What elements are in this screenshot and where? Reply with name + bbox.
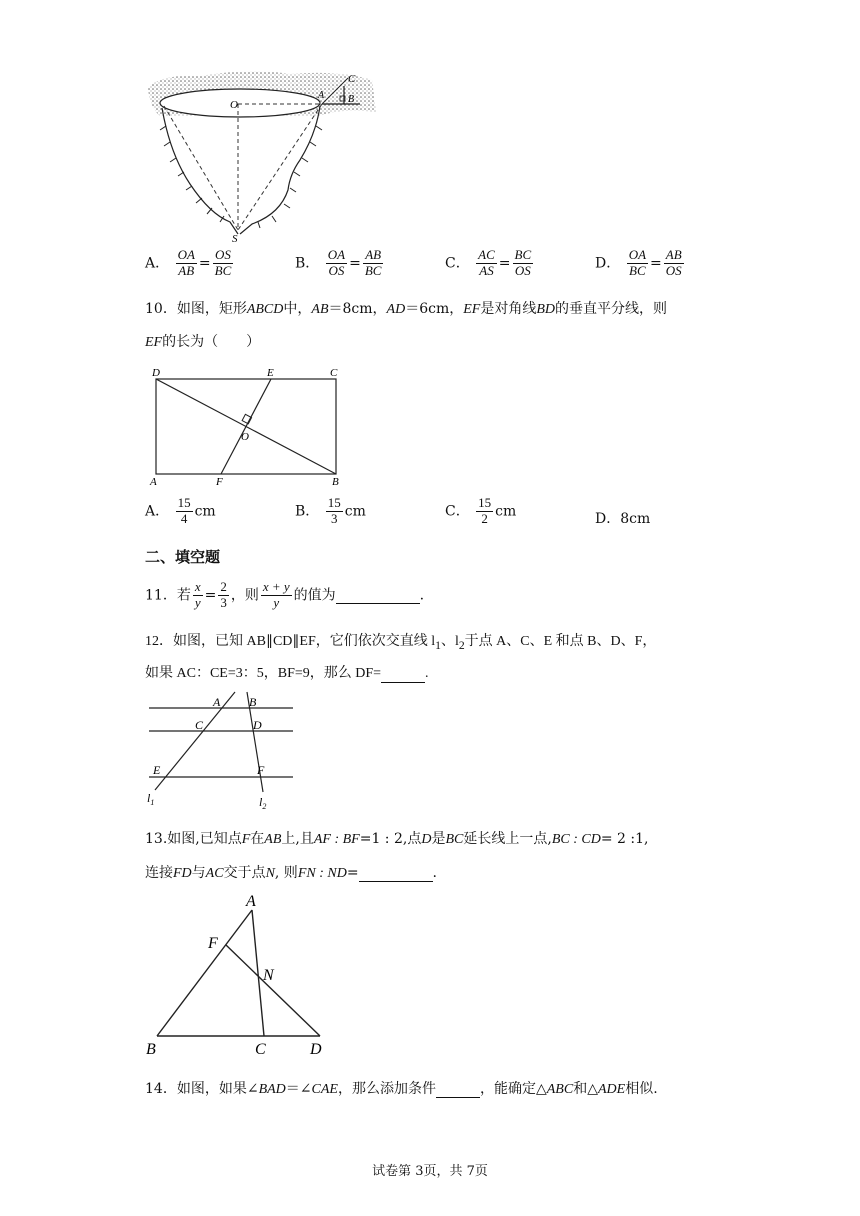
stem-text: , 则 [274, 865, 298, 881]
stem-text: 于点 A、C、E 和点 B、D、F， [464, 634, 657, 649]
equals-sign: = [204, 587, 217, 604]
label-E: E [153, 763, 161, 777]
label-N: N [263, 967, 274, 984]
question-number: 11． [145, 587, 177, 604]
fraction-numerator: x [194, 579, 201, 594]
q13-stem-line2 [145, 862, 437, 882]
q12-parallel-lines-figure [143, 690, 303, 814]
q10-option-d[interactable] [595, 508, 650, 528]
label-S: S [232, 233, 238, 245]
label-E: E [267, 367, 274, 379]
stem-text: 的垂直平分线，则 [555, 301, 668, 317]
question-number: 10． [145, 301, 177, 317]
question-number: 14． [145, 1081, 177, 1097]
q10-option-b[interactable] [295, 496, 366, 527]
math-var: AB [311, 302, 329, 317]
q14-stem [145, 1078, 658, 1098]
q12-stem-line1 [145, 630, 656, 652]
math-var: F [241, 832, 251, 847]
stem-text: 12．如图，已知 AB∥CD∥EF，它们依次交直线 l [145, 634, 436, 649]
fraction-denominator: OS [665, 262, 682, 278]
fraction-numerator: x + y [262, 579, 290, 594]
fraction-denominator: AB [178, 262, 195, 278]
answer-blank[interactable] [381, 666, 425, 683]
fraction-denominator: 3 [220, 594, 227, 610]
stem-text: =1 : 2 [359, 831, 403, 847]
stem-text: 如图,已知点 [167, 831, 242, 847]
q10-rectangle-figure [148, 364, 348, 490]
question-number: 13. [145, 831, 168, 847]
label-B: B [249, 695, 257, 709]
unit: cm [194, 503, 216, 520]
label-D: D [253, 718, 262, 732]
option-letter: C． [445, 503, 470, 520]
math-var: BAD [258, 1082, 286, 1097]
math-var: AD [386, 302, 406, 317]
fraction-denominator: BC [364, 262, 382, 278]
option-letter: B． [295, 503, 320, 520]
unit: cm [344, 503, 366, 520]
math-var: CAE [311, 1082, 338, 1097]
stem-text: 如图，如果∠ [176, 1081, 259, 1097]
label-F: F [208, 935, 218, 952]
stem-text: ,点 [402, 831, 422, 847]
unit: cm [495, 503, 517, 520]
fraction-denominator: AS [479, 262, 494, 278]
fraction-numerator: BC [514, 247, 532, 262]
stem-text: = 2 :1 [600, 831, 644, 847]
stem-text: . [419, 587, 425, 604]
stem-text: = [346, 865, 359, 881]
stem-text: 在 [250, 831, 265, 847]
fraction-denominator: OS [514, 262, 531, 278]
fraction-denominator: y [273, 594, 280, 610]
math-ratio: BC : CD [551, 832, 601, 847]
q9-option-c[interactable]: C． $\frac{AC}{AS}$ = $\frac{BC}{OS}$ [445, 247, 532, 278]
fraction-numerator: AB [363, 248, 384, 264]
page-footer: 试卷第 3页，共 7页 [372, 1164, 488, 1179]
math-var: BC [445, 832, 464, 847]
math-var: N [265, 866, 275, 881]
answer-blank[interactable] [336, 587, 420, 604]
label-A: A [246, 893, 256, 910]
fraction-denominator: 3 [331, 510, 338, 526]
stem-text: 是对角线 [480, 301, 537, 317]
q9-option-d[interactable]: D． $\frac{OA}{BC}$ = $\frac{AB}{OS}$ [595, 247, 682, 278]
q9-option-a[interactable]: A． $\frac{OA}{AB}$ = $\frac{OS}{BC}$ [145, 247, 232, 278]
label-B: B [146, 1041, 156, 1058]
math-var: BD [536, 302, 556, 317]
option-letter: A． [145, 255, 170, 272]
label-l1: $l_1$ [147, 791, 155, 807]
stem-text: 、l [440, 634, 459, 649]
stem-text: 中， [283, 301, 312, 317]
q13-triangle-figure [142, 890, 342, 1060]
stem-text: 是 [431, 831, 446, 847]
stem-text: 如果 AC：CE=3：5，BF=9，那么 DF= [145, 666, 382, 681]
label-A: A [318, 90, 325, 101]
answer-blank[interactable] [359, 865, 433, 882]
subscript: 1 [435, 638, 441, 652]
stem-text: ，那么添加条件 [337, 1081, 436, 1097]
q13-stem-line1 [145, 828, 648, 848]
fraction-numerator: OA [327, 247, 346, 262]
stem-text: ，能确定△ [479, 1081, 547, 1097]
fraction-numerator: 2 [220, 579, 227, 594]
math-var: D [421, 832, 432, 847]
math-var: ABCD [246, 302, 284, 317]
label-B: B [348, 94, 355, 105]
q10-option-c[interactable] [445, 496, 516, 527]
fraction-denominator: y [194, 594, 201, 610]
label-D: D [310, 1041, 322, 1058]
label-F: F [257, 763, 265, 777]
stem-text: 和△ [573, 1081, 598, 1097]
stem-text: 如图，矩形 [176, 301, 247, 317]
section-heading: 二、填空题 [145, 548, 221, 566]
option-letter: A． [145, 503, 170, 520]
stem-text: 上,且 [281, 831, 314, 847]
option-text: 8cm [620, 511, 651, 527]
fraction-numerator: OS [213, 248, 234, 264]
answer-blank[interactable] [436, 1081, 480, 1098]
stem-text: 相似. [625, 1081, 658, 1097]
fraction-numerator: AC [478, 247, 495, 262]
fraction-numerator: AB [665, 247, 682, 262]
math-ratio: FN : ND [297, 866, 347, 881]
math-var: AC [205, 866, 224, 881]
stem-text: ＝6cm， [405, 301, 464, 317]
fraction-numerator: OA [628, 247, 647, 262]
q10-stem-line2 [145, 331, 260, 351]
stem-text: . [432, 865, 437, 881]
fraction-denominator: BC [629, 262, 646, 278]
math-var: EF [463, 302, 481, 317]
q10-option-a[interactable] [145, 496, 216, 527]
label-A: A [150, 476, 157, 488]
fraction-denominator: OS [328, 262, 345, 278]
subscript: 2 [458, 638, 465, 652]
option-letter: D． [595, 511, 621, 527]
math-ratio: AF : BF [313, 832, 360, 847]
fraction-denominator: 2 [481, 510, 488, 526]
label-C: C [195, 718, 204, 732]
stem-text: , [643, 831, 649, 847]
fraction-numerator: 15 [327, 495, 341, 510]
math-var: EF [145, 335, 163, 350]
label-l2: $l_2$ [259, 795, 267, 811]
label-O: O [241, 431, 249, 443]
stem-text: 的值为 [293, 587, 336, 604]
label-C: C [255, 1041, 266, 1058]
label-D: D [152, 367, 160, 379]
label-O: O [230, 99, 238, 111]
fraction-denominator: BC [214, 262, 232, 278]
fraction-numerator: OA [177, 247, 195, 262]
label-B: B [332, 476, 339, 488]
label-A: A [213, 695, 221, 709]
q9-option-b[interactable]: B． $\frac{OA}{OS}$ = $\frac{AB}{BC}$ [295, 247, 382, 278]
option-letter: D． [595, 255, 621, 272]
math-var: FD [173, 866, 192, 881]
label-C: C [348, 73, 356, 85]
option-letter: B． [295, 255, 320, 272]
stem-text: 交于点 [223, 865, 266, 881]
label-C: C [330, 367, 338, 379]
stem-text: . [425, 666, 429, 681]
fraction-numerator: 15 [478, 495, 492, 510]
q9-cone-figure [140, 64, 380, 248]
stem-text: ＝∠ [285, 1081, 312, 1097]
stem-text: 延长线上一点, [463, 831, 552, 847]
q12-stem-line2 [145, 662, 429, 683]
math-var: AB [264, 832, 282, 847]
label-F: F [216, 476, 223, 488]
math-var: ADE [597, 1082, 626, 1097]
fraction-denominator: 4 [180, 510, 188, 526]
option-letter: C． [445, 255, 470, 272]
stem-text: 的长为（ ） [162, 334, 261, 350]
fraction-numerator: 15 [177, 495, 191, 510]
stem-text: 与 [191, 865, 206, 881]
stem-text: 若 [176, 587, 191, 604]
q11-stem [145, 580, 424, 611]
stem-text: 连接 [145, 865, 173, 881]
stem-text: ，则 [230, 587, 259, 604]
q10-stem-line1 [145, 298, 667, 318]
math-var: ABC [546, 1082, 574, 1097]
stem-text: ＝8cm， [328, 301, 387, 317]
cone-opening-ellipse [160, 89, 320, 117]
